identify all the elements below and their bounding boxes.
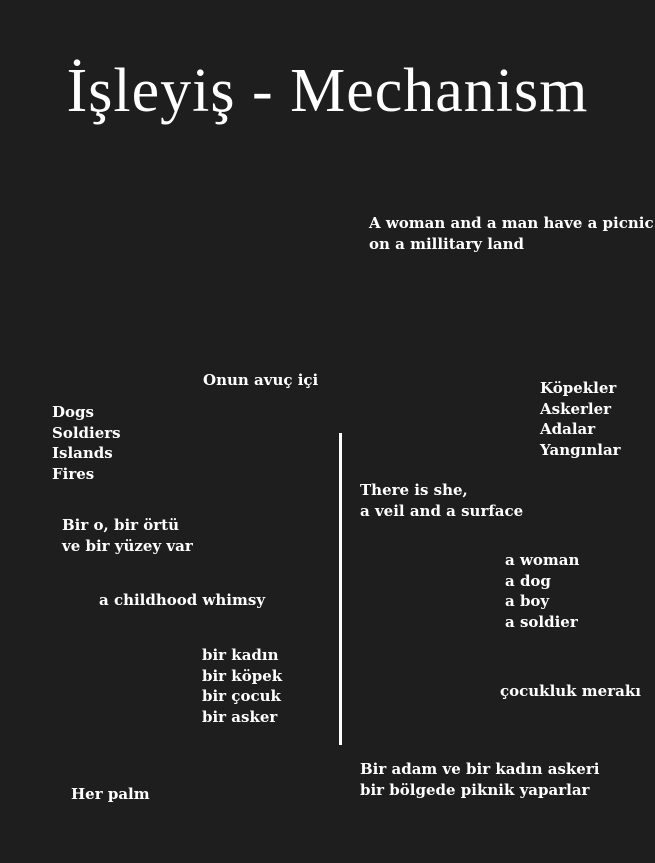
text-line: on a millitary land [369,234,525,253]
word-list-tr [540,378,621,461]
picnic-text-en [369,213,654,254]
text-line: A woman and a man have a picnic [369,214,654,232]
word-list-en [52,402,121,485]
veil-text-en [360,480,523,521]
text-line: There is she, [360,481,468,499]
list-item: Dogs [52,403,94,421]
list-item: Fires [52,465,95,484]
people-list-en [505,550,579,633]
veil-text-tr [62,515,193,556]
list-item: a soldier [505,613,578,632]
whimsy-text-tr: çocukluk merakı [500,682,641,700]
list-item: bir köpek [202,666,283,685]
list-item: a woman [505,551,580,569]
list-item: a boy [505,592,550,611]
list-item: Askerler [540,399,612,418]
page-title: İşleyiş - Mechanism [66,56,589,125]
text-line: bir bölgede piknik yaparlar [360,780,590,799]
text-line: Bir o, bir örtü [62,516,180,534]
text-line: ve bir yüzey var [62,536,193,555]
picnic-text-tr [360,759,599,800]
palm-text-en: Her palm [71,785,150,803]
people-list-tr [202,645,282,728]
list-item: bir asker [202,708,278,727]
text-line: a veil and a surface [360,501,524,520]
list-item: bir çocuk [202,687,281,706]
list-item: Islands [52,444,113,463]
list-item: a dog [505,571,551,590]
list-item: Yangınlar [540,441,621,460]
text-line: Bir adam ve bir kadın askeri [360,760,600,778]
list-item: Adalar [540,420,596,439]
whimsy-text-en: a childhood whimsy [99,591,266,609]
list-item: bir kadın [202,646,279,664]
list-item: Köpekler [540,379,617,397]
center-divider [339,433,342,745]
palm-text-tr: Onun avuç içi [203,371,319,389]
list-item: Soldiers [52,423,121,442]
